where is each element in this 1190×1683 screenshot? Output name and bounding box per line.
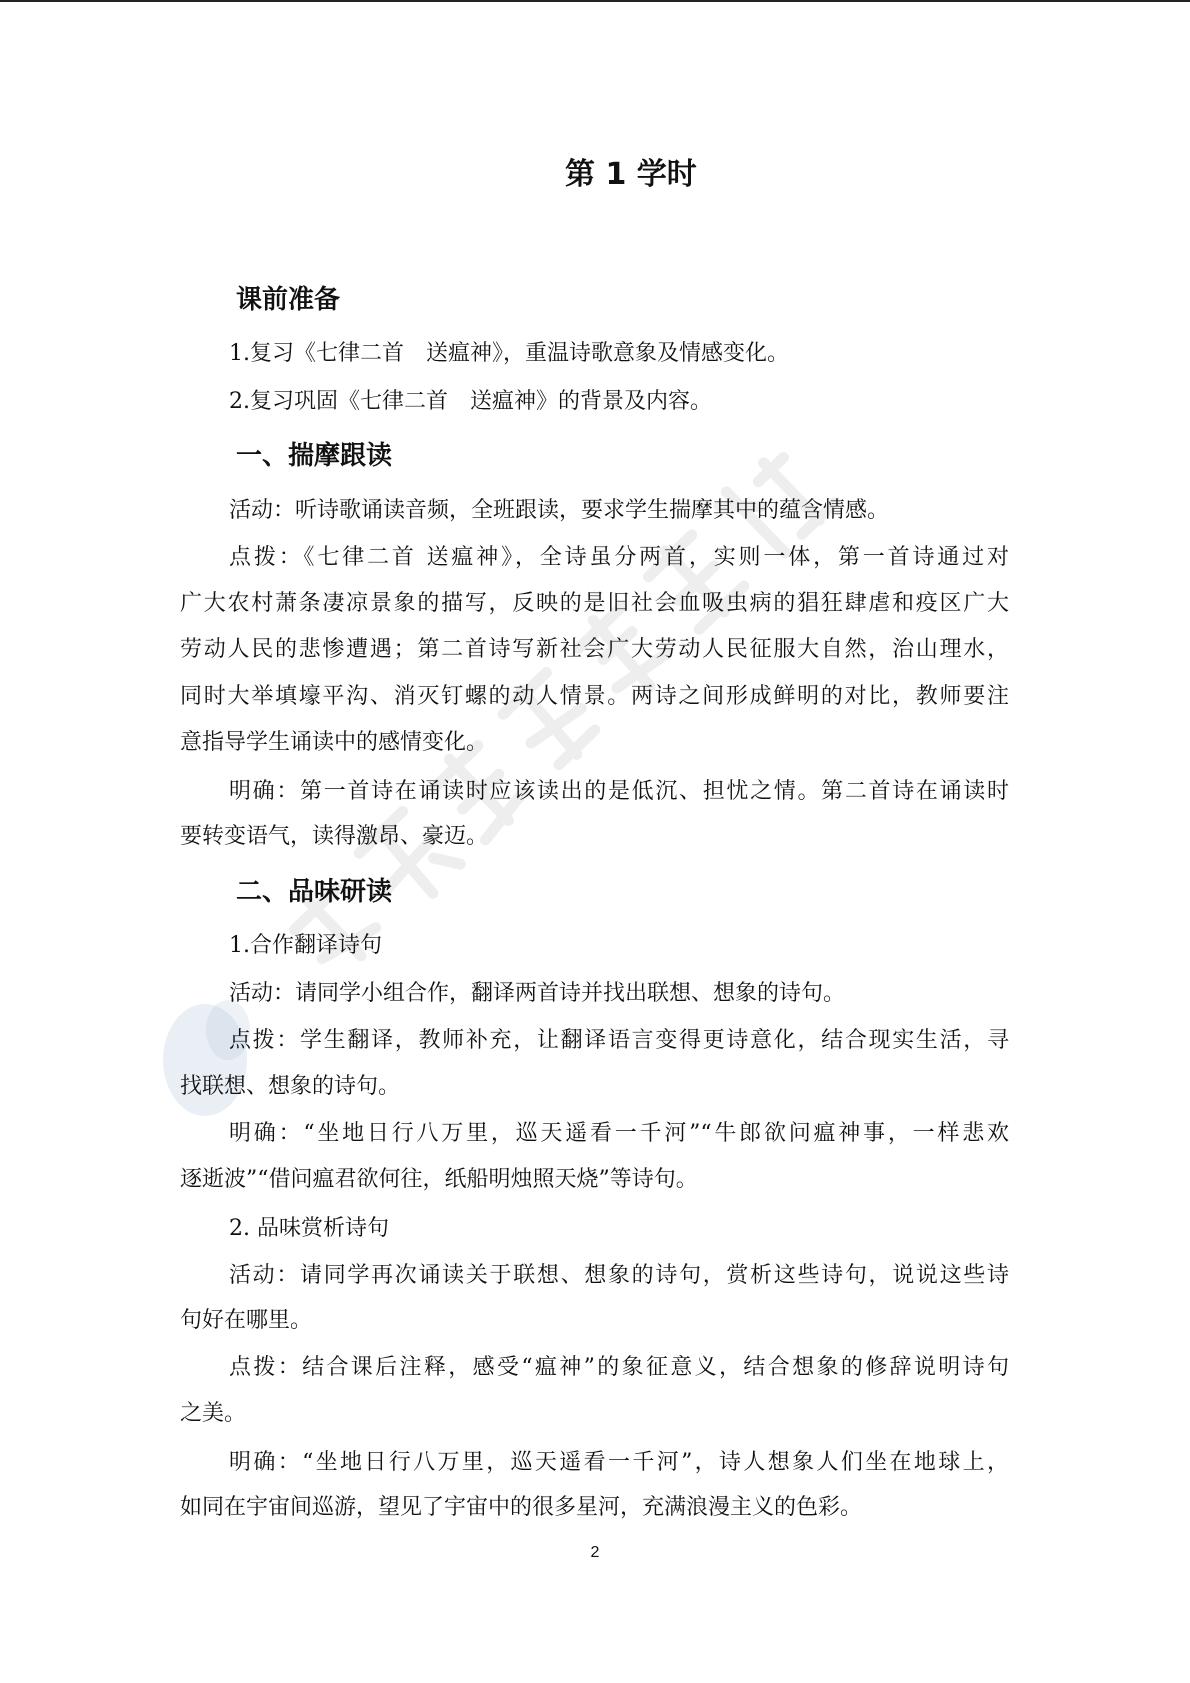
tip-line: 点拨：《七律二首 送瘟神》，全诗虽分两首，实则一体，第一首诗通过对	[229, 545, 1009, 570]
subsection-title: 1.合作翻译诗句	[229, 933, 382, 958]
tip-line: 劳动人民的悲惨遭遇；第二首诗写新社会广大劳动人民征服大自然，治山理水，	[180, 637, 1009, 662]
activity-line: 句好在哪里。	[180, 1308, 313, 1333]
clarify-line: 要转变语气，读得激昂、豪迈。	[180, 824, 489, 849]
section-2-heading: 二、品味研读	[236, 877, 393, 907]
clarify-line: 逐逝波”“借问瘟君欲何往，纸船明烛照天烧”等诗句。	[180, 1167, 698, 1192]
tip-line: 广大农村萧条凄凉景象的描写，反映的是旧社会血吸虫病的猖狂肆虐和疫区广大	[180, 591, 1009, 616]
tip-line: 意指导学生诵读中的感情变化。	[180, 730, 489, 755]
clarify-line: 明确：“坐地日行八万里，巡天遥看一千河”“牛郎欲问瘟神事，一样悲欢	[229, 1121, 1009, 1146]
clarify-line: 如同在宇宙间巡游，望见了宇宙中的很多星河，充满浪漫主义的色彩。	[180, 1495, 863, 1520]
page-number: 2	[590, 1544, 600, 1561]
tip-line: 点拨：学生翻译，教师补充，让翻译语言变得更诗意化，结合现实生活，寻	[229, 1028, 1009, 1053]
tip-line: 找联想、想象的诗句。	[180, 1074, 401, 1099]
tip-line: 同时大举填壕平沟、消灭钉螺的动人情景。两诗之间形成鲜明的对比，教师要注	[180, 684, 1009, 709]
prep-heading: 课前准备	[236, 285, 341, 315]
prep-item: 1.复习《七律二首 送瘟神》，重温诗歌意象及情感变化。	[229, 341, 789, 366]
clarify-line: 明确：第一首诗在诵读时应该读出的是低沉、担忧之情。第二首诗在诵读时	[229, 779, 1009, 804]
page-title: 第 1 学时	[565, 157, 697, 192]
tip-line: 之美。	[180, 1401, 247, 1426]
activity-line: 活动：请同学小组合作，翻译两首诗并找出联想、想象的诗句。	[229, 981, 846, 1006]
activity-line: 活动：请同学再次诵读关于联想、想象的诗句，赏析这些诗句，说说这些诗	[229, 1263, 1009, 1288]
prep-item: 2.复习巩固《七律二首 送瘟神》的背景及内容。	[229, 389, 712, 414]
clarify-line: 明确：“坐地日行八万里，巡天遥看一千河”，诗人想象人们坐在地球上，	[229, 1450, 1009, 1475]
tip-line: 点拨：结合课后注释，感受“瘟神”的象征意义，结合想象的修辞说明诗句	[229, 1355, 1009, 1380]
activity-line: 活动：听诗歌诵读音频，全班跟读，要求学生揣摩其中的蕴含情感。	[229, 498, 890, 523]
top-border-line	[0, 0, 1190, 2]
section-1-heading: 一、揣摩跟读	[236, 441, 393, 471]
subsection-title: 2. 品味赏析诗句	[229, 1216, 389, 1241]
